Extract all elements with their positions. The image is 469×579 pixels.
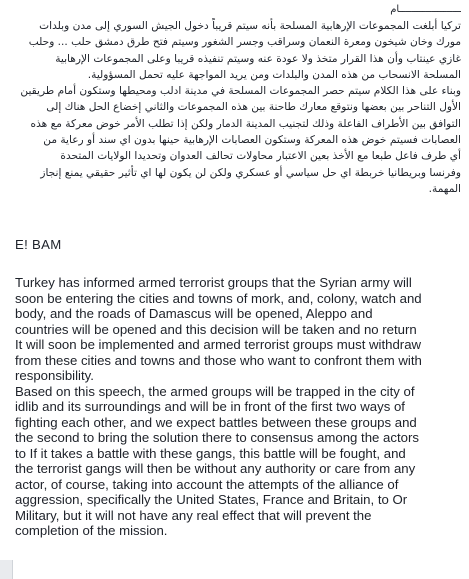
arabic-line: مورك وخان شيخون ومعرة النعمان وسراقب وجسر الشغور وسيتم فتح طرق دمشق حلب ... وحلب [28, 36, 461, 49]
translation-line: It will soon be implemented and armed terrorist groups must withdraw [15, 337, 422, 352]
edge-marker [0, 560, 13, 579]
translation-line: soon be entering the cities and towns of mork, and, colony, watch and [15, 290, 422, 306]
arabic-line: المهمة. [428, 182, 461, 195]
arabic-post-text [8, 2, 461, 197]
arabic-top-fragment: ـــــــــــــــــــــام [390, 4, 461, 15]
translation-line: fighting each other, and we expect battles between these groups and [15, 414, 417, 430]
translation-line: Military, but it will not have any real effect that will prevent the [15, 507, 372, 523]
translation-line: aggression, specifically the United States, France and Britain, to Or [15, 492, 408, 507]
translation-line: actor, of course, taking into account the attempts of the alliance of [15, 476, 399, 492]
arabic-line: المسلحة الانسحاب من هذه المدن والبلدات ومن يريد المواجهة عليه تحمل المسؤولية. [87, 68, 461, 81]
translation-line: idlib and its surroundings and will be in front of the first two ways of [15, 399, 405, 414]
translation-line: body, and the roads of Damascus will be opened, Aleppo and [15, 306, 373, 321]
translation-line: from these cities and towns and those who want to confront them with [15, 352, 422, 368]
arabic-line: وبناء على هذا الكلام سيتم حصر المجموعات المسلحة في مدينة ادلب ومحيطها وستكون أمام طريقين [20, 85, 461, 98]
translation-line: Turkey has informed armed terrorist groups that the Syrian army will [15, 275, 412, 290]
translation-line: responsibility. [15, 368, 94, 383]
translation-header: E! BAM [15, 237, 62, 252]
arabic-line: غازي عينتاب وأن هذا القرار متخذ ولا عودة عنه وسيتم تنفيذه قريبا وعلى المجموعات الإرهابية [55, 52, 461, 65]
translation-line: completion of the mission. [15, 523, 168, 538]
paragraph-spacer [15, 260, 463, 276]
arabic-line: تركيا أبلغت المجموعات الإرهابية المسلحة بأنه سيتم قريباً دخول الجيش السوري إلى مدن وبلدات [39, 20, 461, 32]
arabic-line: الأول التناحر بين بعضها ونتوقع معارك طاحنة بين هذه المجموعات والثاني إخضاع الحل هناك إلى [46, 101, 461, 114]
translation-line: countries will be opened and this decision will be taken and no return [15, 321, 417, 337]
section-divider [0, 225, 469, 226]
translation-line: the terrorist gangs will then be without any authority or care from any [15, 461, 416, 476]
arabic-line: وفرنسا وبريطانيا خربطة اي حل سياسي أو عسكري ولكن لن يكون لها اي تأثير حقيقي يمنع إنجاز [40, 166, 461, 179]
translation-line: Based on this speech, the armed groups will be trapped in the city of [15, 383, 415, 399]
arabic-line: التوافق بين الأطراف الفاعلة وذلك لتجنيب المدينة الدمار ولكن إذا تطلب الأمر خوض معركة مع هذه [30, 117, 461, 130]
translation-line: to If it takes a battle with these gangs, this battle will be fought, and [15, 445, 406, 461]
translation-line: the second to bring the solution there to consensus among the actors [15, 430, 419, 445]
english-translation [15, 237, 463, 539]
arabic-line: العصابات فسيتم خوض هذه المعركة وستكون العصابات الإرهابية حينها بدون اي سند أو رعاية من [43, 134, 461, 147]
arabic-line: أي طرف فاعل طبعا مع الأخذ بعين الاعتبار محاولات تحالف العدوان وتحديدا الولايات المتحدة [60, 150, 461, 163]
